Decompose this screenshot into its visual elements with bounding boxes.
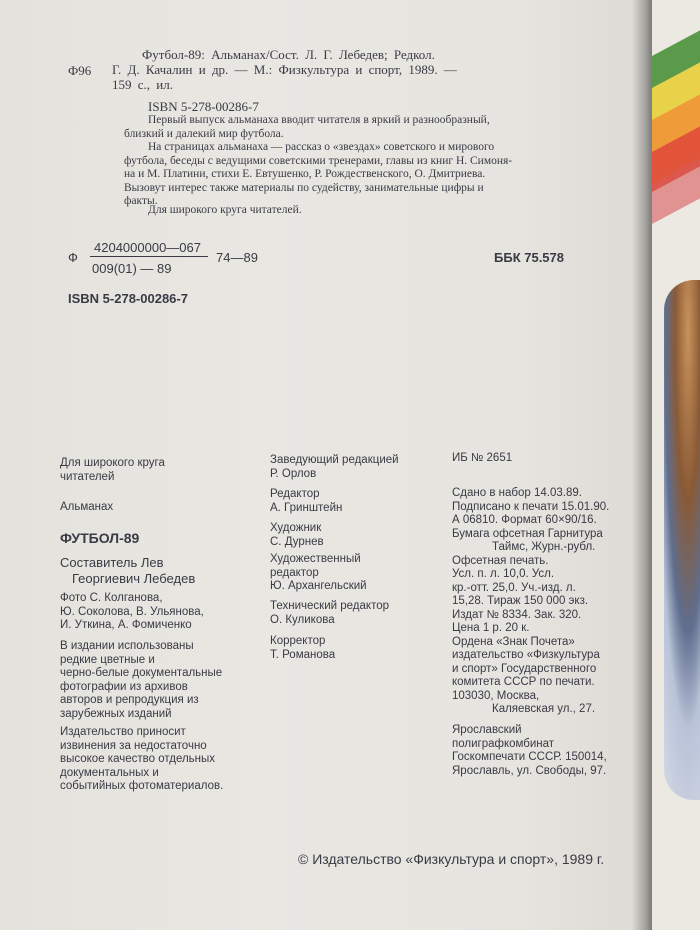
colophon-left [60, 457, 165, 484]
print-line: 15,28. Тираж 150 000 экз. [452, 595, 589, 607]
print-line: Издат № 8334. Зак. 320. [452, 608, 582, 621]
credit-role: Редактор [270, 488, 320, 500]
credit-role: Заведующий редакцией [270, 454, 399, 466]
print-line: Таймс, Журн.-рубл. [492, 541, 596, 553]
annotation-line: факты. [124, 195, 158, 207]
credit-person: А. Гринштейн [270, 501, 343, 514]
print-line: комитета СССР по печати. [452, 676, 595, 688]
print-line: кр.-отт. 25,0. Уч.-изд. л. [452, 581, 576, 594]
fraction-bar [90, 256, 208, 257]
note-line: редкие цветные и [60, 653, 155, 666]
corrector [270, 635, 335, 662]
index-numerator: 4204000000—067 [94, 240, 201, 255]
credit-person: Т. Романова [270, 648, 336, 661]
isbn-bold: ISBN 5-278-00286-7 [68, 291, 188, 306]
compiler-line: Составитель Лев [60, 555, 164, 570]
artist [270, 522, 324, 549]
printer-line: Госкомпечати СССР. 150014, [452, 751, 607, 763]
annotation-line: футбола, беседы с ведущими советскими тренерами, главы из книг Н. Симоня- [124, 154, 513, 167]
photo-line: И. Уткина, А. Фомиченко [60, 619, 192, 631]
printer-details [452, 724, 607, 778]
classmark: Ф96 [68, 63, 92, 78]
print-line: 103030, Москва, [452, 689, 540, 702]
note-line: фотографии из архивов [60, 680, 188, 693]
apology-line: высокое качество отдельных [60, 753, 216, 765]
print-line: издательство «Физкультура [452, 649, 600, 661]
printer-line: Ярославский [452, 724, 522, 736]
annotation-line: На страницах альманаха — рассказ о «звездах» советского и мирового [148, 141, 495, 153]
printer-line: полиграфкомбинат [452, 737, 555, 750]
apology-line: событийных фотоматериалов. [60, 780, 224, 792]
index-suffix: 74—89 [216, 250, 258, 265]
print-line: А 06810. Формат 60×90/16. [452, 514, 597, 526]
book-gutter-shadow [632, 0, 654, 930]
note-line: черно-белые документальные [60, 667, 223, 679]
photo-credits [60, 592, 204, 633]
biblio-line: Футбол-89: Альманах/Сост. Л. Г. Лебедев; Редкол. [142, 47, 435, 62]
credit-role: Технический редактор [270, 600, 389, 612]
note-line: авторов и репродукция из [60, 694, 199, 706]
art-editor [270, 553, 367, 594]
print-line: Цена 1 р. 20 к. [452, 622, 530, 634]
tech-editor [270, 600, 389, 627]
note-line: В издании использованы [60, 640, 194, 652]
print-line: Бумага офсетная Гарнитура [452, 527, 603, 540]
credit-person: О. Куликова [270, 613, 335, 626]
credit-role: Художник [270, 522, 322, 534]
annotation-line: Первый выпуск альманаха вводит читателя в яркий и разнообразный, [148, 114, 490, 126]
bbk-code: ББК 75.578 [494, 250, 564, 265]
biblio-line: 159 с., ил. [112, 77, 173, 92]
index-denominator: 009(01) — 89 [92, 261, 172, 276]
print-line: Подписано к печати 15.01.90. [452, 500, 610, 513]
compiler [60, 555, 195, 587]
apology-line: документальных и [60, 766, 159, 779]
facing-page-photo [652, 0, 700, 930]
printer-line: Ярославль, ул. Свободы, 97. [452, 764, 607, 777]
print-details [452, 487, 609, 717]
credit-role: Художественный [270, 553, 361, 565]
credit-person: С. Дурнев [270, 535, 324, 548]
photo-note [60, 640, 222, 721]
ib-number: ИБ № 2651 [452, 452, 513, 464]
credit-role: Корректор [270, 635, 326, 647]
head-editor [270, 454, 399, 481]
photo-line: Ю. Соколова, В. Ульянова, [60, 605, 204, 618]
print-line: Усл. п. л. 10,0. Усл. [452, 568, 555, 580]
photo-line: Фото С. Колганова, [60, 592, 163, 604]
credit-role: редактор [270, 566, 319, 579]
isbn-header: ISBN 5-278-00286-7 [148, 99, 259, 114]
apology-line: Издательство приносит [60, 726, 186, 738]
note-line: зарубежных изданий [60, 707, 172, 720]
annotation [124, 114, 512, 209]
print-line: и спорт» Государственного [452, 662, 597, 675]
print-line: Каляевская ул., 27. [492, 703, 596, 715]
annotation-line: Вызовут интерес также материалы по судейству, занимательные цифры и [124, 181, 484, 194]
credit-person: Р. Орлов [270, 467, 317, 480]
copyright: © Издательство «Физкультура и спорт», 1989 г. [298, 851, 605, 867]
apology-line: извинения за недостаточно [60, 739, 207, 752]
audience-note: Для широкого круга читателей. [148, 204, 302, 216]
book-title: ФУТБОЛ-89 [60, 530, 140, 546]
apology-note [60, 726, 223, 794]
print-line: Офсетная печать. [452, 554, 549, 567]
biblio-line: Г. Д. Качалин и др. — М.: Физкультура и спорт, 1989. — [112, 62, 457, 77]
genre: Альманах [60, 501, 114, 513]
bibliographic-description [112, 47, 457, 92]
print-line: Сдано в набор 14.03.89. [452, 487, 582, 499]
editor [270, 488, 342, 515]
audience-line: Для широкого круга [60, 457, 165, 469]
index-letter: Ф [68, 250, 78, 265]
player-photo-fragment [664, 280, 700, 800]
audience-line: читателей [60, 470, 115, 483]
credit-person: Ю. Архангельский [270, 580, 367, 592]
print-line: Ордена «Знак Почета» [452, 635, 575, 648]
annotation-line: на и М. Платини, стихи Е. Евтушенко, Р. Рождественского, О. Дмитриева. [124, 168, 486, 180]
annotation-line: близкий и далекий мир футбола. [124, 127, 284, 140]
compiler-line: Георгиевич Лебедев [72, 571, 196, 586]
